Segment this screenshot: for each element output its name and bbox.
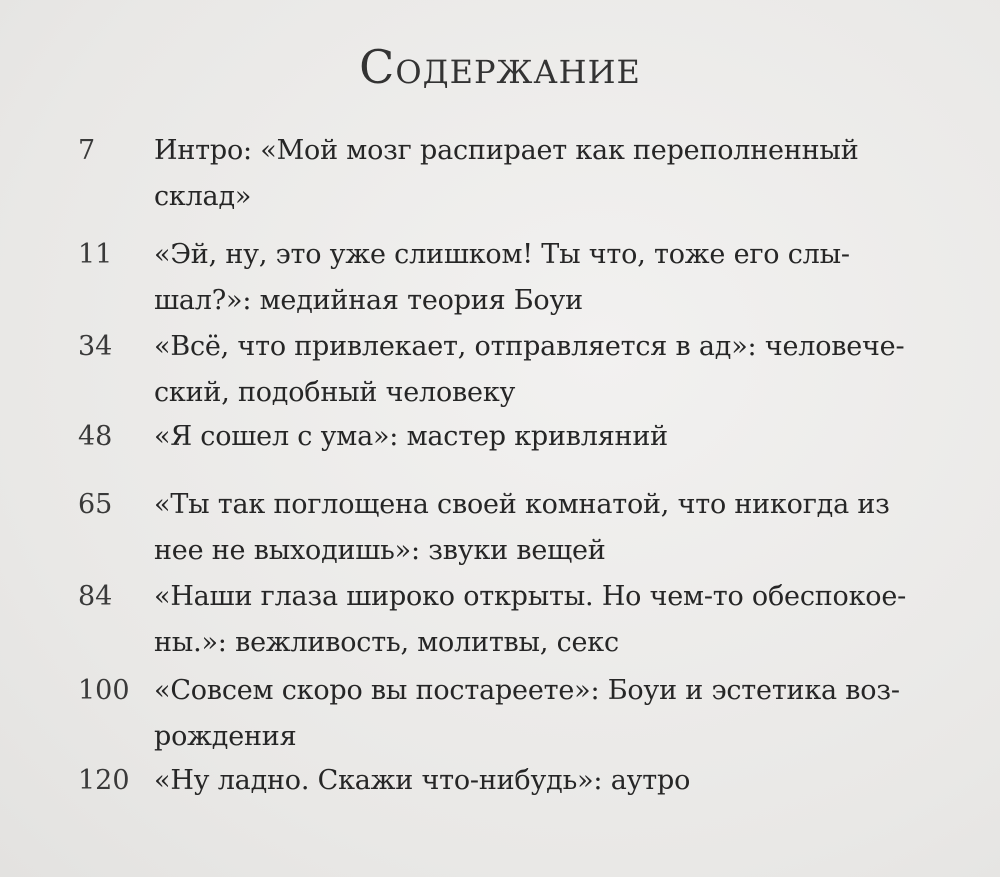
toc-page-number: 48 <box>78 421 113 452</box>
toc-entry-line: склад» <box>154 181 252 212</box>
toc-page-number: 100 <box>78 675 130 706</box>
toc-entry-line: «Я сошел с ума»: мастер кривляний <box>154 421 668 452</box>
toc-entry-line: «Ну ладно. Скажи что-нибудь»: аутро <box>154 765 691 796</box>
toc-entry-title <box>154 482 914 574</box>
toc-entry-title <box>154 324 914 416</box>
toc-page-number: 34 <box>78 331 113 362</box>
toc-entry-title <box>154 668 914 760</box>
toc-page-number: 84 <box>78 581 113 612</box>
toc-page-number: 65 <box>78 489 113 520</box>
toc-entry-line: «Всё, что привлекает, отправляется в ад»: человече- <box>154 331 905 362</box>
toc-entry-title <box>154 574 914 666</box>
toc-entry-title <box>154 128 914 220</box>
toc-entry-line: ский, подобный человеку <box>154 377 516 408</box>
toc-entry-line: «Совсем скоро вы постареете»: Боуи и эстетика воз- <box>154 675 900 706</box>
toc-page-number: 120 <box>78 765 130 796</box>
toc-entry-line: нее не выходишь»: звуки вещей <box>154 535 606 566</box>
toc-entry-line: «Эй, ну, это уже слишком! Ты что, тоже его слы- <box>154 239 850 270</box>
toc-entry-title <box>154 232 914 324</box>
toc-entry-line: ны.»: вежливость, молитвы, секс <box>154 627 619 658</box>
toc-entry-title <box>154 758 914 804</box>
toc-page-number: 7 <box>78 135 96 166</box>
page-title: Содержание <box>359 40 641 94</box>
toc-entry-line: «Ты так поглощена своей комнатой, что никогда из <box>154 489 890 520</box>
toc-entry-line: Интро: «Мой мозг распирает как переполненный <box>154 135 859 166</box>
toc-entry-line: «Наши глаза широко открыты. Но чем-то обеспокое- <box>154 581 907 612</box>
toc-entry-line: шал?»: медийная теория Боуи <box>154 285 583 316</box>
toc-entry-title <box>154 414 914 460</box>
toc-entry-line: рождения <box>154 721 297 752</box>
toc-page-number: 11 <box>78 239 113 270</box>
